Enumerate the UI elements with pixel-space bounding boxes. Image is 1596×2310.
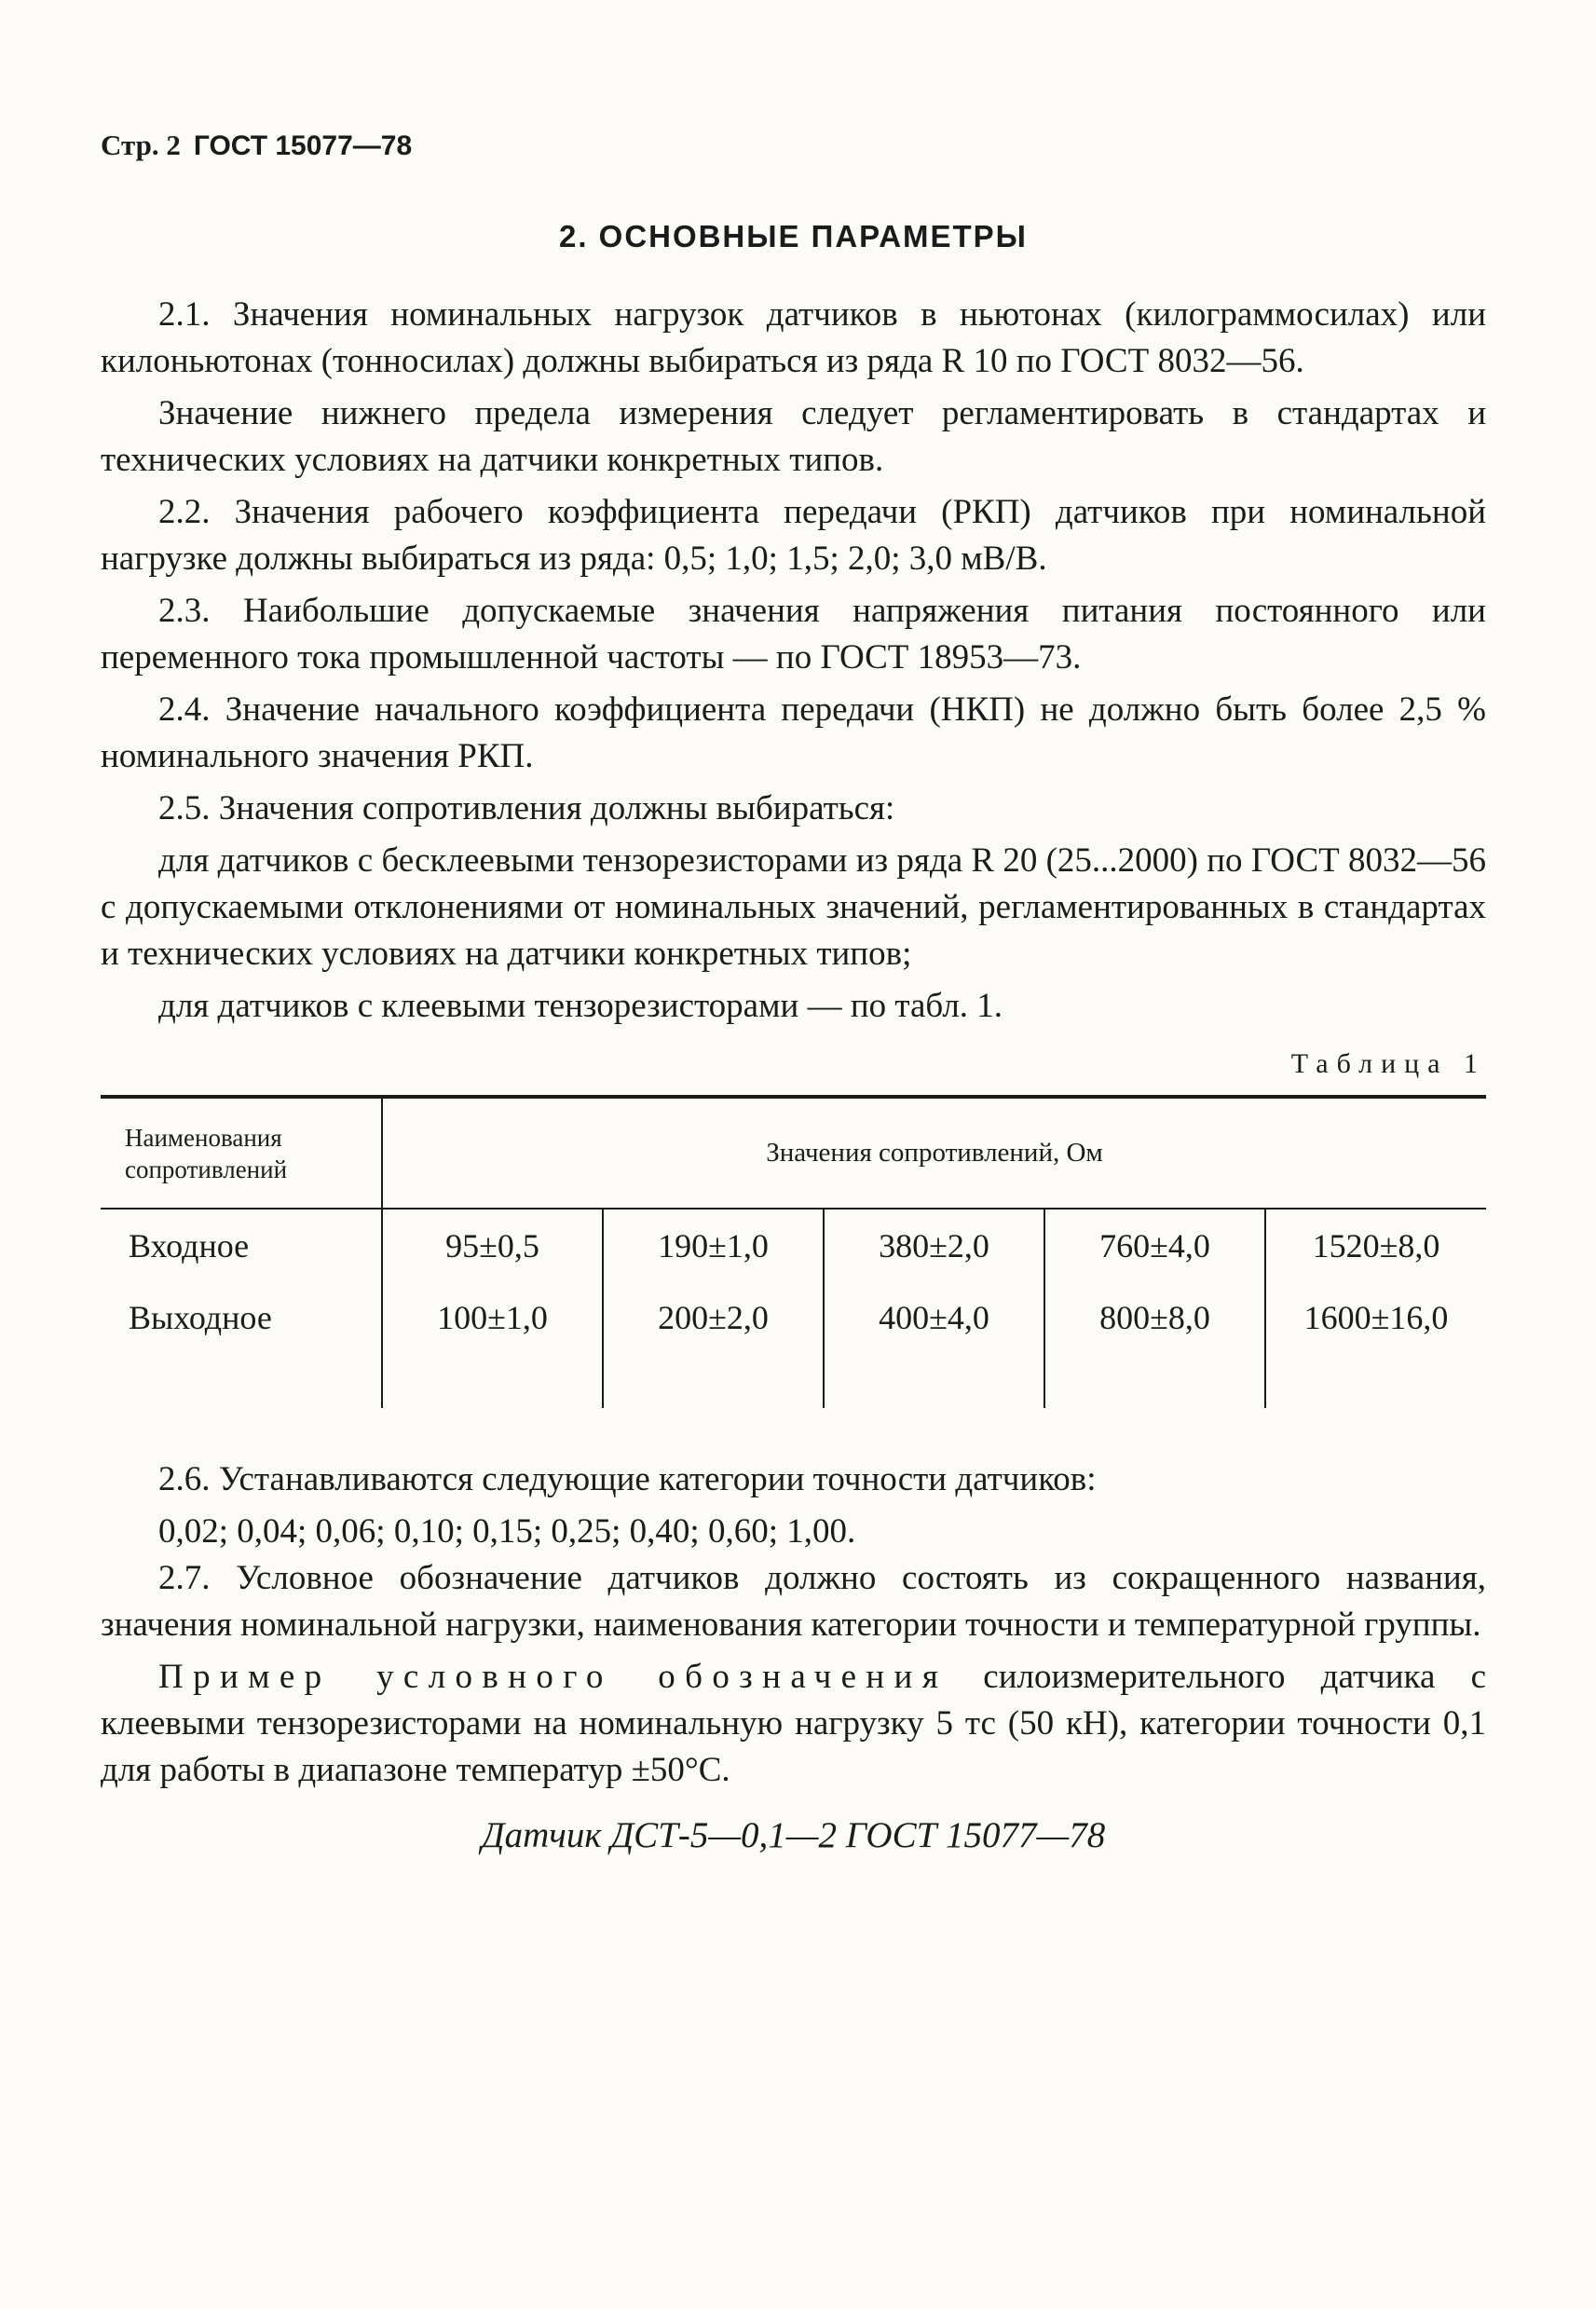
sensor-designation-line: Датчик ДСТ-5—0,1—2 ГОСТ 15077—78 [481, 1815, 1106, 1855]
paragraph-2-5: 2.5. Значения сопротивления должны выбираться: [158, 789, 895, 827]
doc-number: ГОСТ 15077—78 [193, 130, 413, 161]
example-spaced-text: Пример условного обозначения [158, 1658, 948, 1696]
paragraph-2-2: 2.2. Значения рабочего коэффициента передачи (РКП) датчиков при номинальной нагрузке должны выбираться из ряда: 0,5; 1,0; 1,5; 2,0; 3,0 мВ/В. [101, 493, 1486, 578]
paragraph-2-1: 2.1. Значения номинальных нагрузок датчиков в ньютонах (килограммосилах) или килоньютонах (тонносилах) должны выбираться из ряда R 10 по ГОСТ 8032—56. [101, 295, 1486, 380]
table-cell-value: 200±2,0 [603, 1281, 824, 1354]
table-tail-cell [101, 1354, 382, 1408]
table-row-input [101, 1209, 1486, 1281]
table-tail-cell [1265, 1354, 1486, 1408]
paragraph-2-5-bonded: для датчиков с клеевыми тензорезисторами — по табл. 1. [158, 987, 1003, 1025]
resistance-table [101, 1095, 1486, 1408]
paragraph-2-1-note: Значение нижнего предела измерения следует регламентировать в стандартах и технических условиях на датчики конкретных типов. [101, 394, 1486, 479]
table-tail-cell [824, 1354, 1044, 1408]
table-cell-value: 380±2,0 [824, 1209, 1044, 1281]
document-body-after-table [101, 1456, 1486, 1859]
paragraph-2-6: 2.6. Устанавливаются следующие категории точности датчиков: [158, 1460, 1097, 1498]
table-cell-value: 400±4,0 [824, 1281, 1044, 1354]
paragraph-2-4: 2.4. Значение начального коэффициента передачи (НКП) не должно быть более 2,5 % номинального значения РКП. [101, 690, 1486, 775]
table-tail-cell [1044, 1354, 1265, 1408]
paragraph-2-5-unbonded: для датчиков с бесклеевыми тензорезисторами из ряда R 20 (25...2000) по ГОСТ 8032—56 с допускаемыми отклонениями от номинальных значений, регламентированных в стандартах и технических условиях на датчики конкретных типов; [101, 841, 1486, 973]
table-caption: Таблица 1 [1290, 1048, 1486, 1079]
table-tail-row [101, 1354, 1486, 1408]
table-cell-value: 100±1,0 [382, 1281, 603, 1354]
table-cell-name: Входное [101, 1209, 382, 1281]
table-cell-name: Выходное [101, 1281, 382, 1354]
table-cell-value: 95±0,5 [382, 1209, 603, 1281]
page-header [101, 129, 1486, 163]
table-header-values-column: Значения сопротивлений, Ом [766, 1138, 1103, 1168]
table-tail-cell [382, 1354, 603, 1408]
table-row-output [101, 1281, 1486, 1354]
table-header-row [101, 1097, 1486, 1209]
document-body [101, 292, 1486, 1030]
table-cell-value: 1600±16,0 [1303, 1299, 1449, 1336]
example-rest-text: силоизмерительного датчика с клеевыми тензорезисторами на номинальную нагрузку 5 тс (50 кН), категории точности 0,1 для работы в диапазоне температур ±50°С. [101, 1658, 1486, 1789]
section-title: 2. ОСНОВНЫЕ ПАРАМЕТРЫ [559, 219, 1028, 253]
table-cell-value: 760±4,0 [1044, 1209, 1265, 1281]
table-header-name-column: Наименования сопротивлений [101, 1097, 382, 1209]
paragraph-2-7: 2.7. Условное обозначение датчиков должно состоять из сокращенного названия, значения номинальной нагрузки, наименования категории точности и температурной группы. [101, 1559, 1486, 1644]
table-tail-cell [603, 1354, 824, 1408]
table-cell-value: 190±1,0 [603, 1209, 824, 1281]
paragraph-2-3: 2.3. Наибольшие допускаемые значения напряжения питания постоянного или переменного тока промышленной частоты — по ГОСТ 18953—73. [101, 592, 1486, 677]
paragraph-example [101, 1654, 1486, 1794]
page-number-label: Стр. 2 [101, 129, 181, 161]
table-cell-value: 1520±8,0 [1312, 1226, 1440, 1264]
accuracy-classes-line: 0,02; 0,04; 0,06; 0,10; 0,15; 0,25; 0,40; 0,60; 1,00. [158, 1512, 856, 1551]
table-cell-value: 800±8,0 [1044, 1281, 1265, 1354]
